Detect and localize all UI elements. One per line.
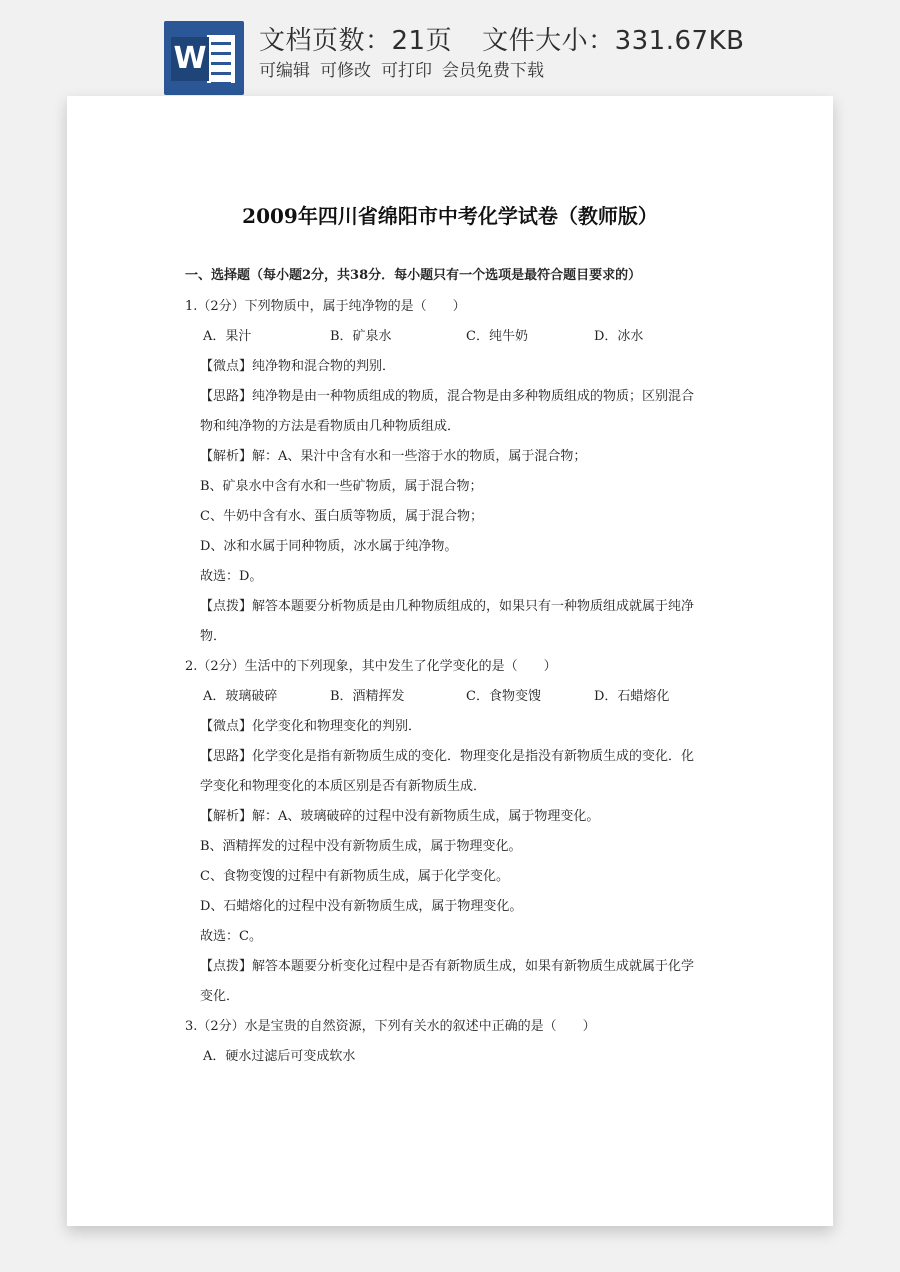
feature-printable: 可打印 [381, 61, 432, 81]
feature-editable: 可编辑 [259, 61, 310, 81]
q3-stem: 3.（2分）水是宝贵的自然资源，下列有关水的叙述中正确的是（ ） [185, 1019, 596, 1034]
q2-jiexi-line3: C、食物变馊的过程中有新物质生成，属于化学变化。 [200, 869, 509, 884]
q2-jiexi-line4: D、石蜡熔化的过程中没有新物质生成，属于物理变化。 [200, 899, 523, 914]
q2-option-c: C．食物变馊 [466, 689, 541, 704]
q1-silu-line1: 【思路】纯净物是由一种物质组成的物质，混合物是由多种物质组成的物质；区别混合 [200, 389, 695, 404]
feature-free-download: 会员免费下载 [442, 61, 544, 81]
q3-option-a: A．硬水过滤后可变成软水 [203, 1049, 356, 1064]
q1-stem: 1.（2分）下列物质中，属于纯净物的是（ ） [185, 299, 466, 314]
q1-option-d: D．冰水 [594, 329, 644, 344]
q1-jiexi-line4: D、冰和水属于同种物质，冰水属于纯净物。 [200, 539, 458, 554]
q1-answer: 故选：D。 [200, 569, 263, 584]
q1-silu-line2: 物和纯净物的方法是看物质由几种物质组成． [200, 419, 461, 434]
q1-dianbo-line2: 物． [200, 629, 227, 644]
q2-stem: 2.（2分）生活中的下列现象，其中发生了化学变化的是（ ） [185, 659, 557, 674]
word-document-icon [164, 21, 244, 95]
q2-kaodian: 【微点】化学变化和物理变化的判别． [200, 719, 422, 734]
feature-modifiable: 可修改 [320, 61, 371, 81]
q1-dianbo-line1: 【点拨】解答本题要分析物质是由几种物质组成的，如果只有一种物质组成就属于纯净 [200, 599, 695, 614]
q2-answer: 故选：C。 [200, 929, 262, 944]
q1-jiexi-line3: C、牛奶中含有水、蛋白质等物质，属于混合物； [200, 509, 483, 524]
q1-jiexi-line1: 【解析】解：A、果汁中含有水和一些溶于水的物质，属于混合物； [200, 449, 587, 464]
q2-jiexi-line1: 【解析】解：A、玻璃破碎的过程中没有新物质生成，属于物理变化。 [200, 809, 600, 824]
document-title: 2009年四川省绵阳市中考化学试卷（教师版） [242, 204, 658, 228]
q2-silu-line1: 【思路】化学变化是指有新物质生成的变化．物理变化是指没有新物质生成的变化．化 [200, 749, 695, 764]
document-lines-icon [207, 35, 235, 83]
download-banner [0, 0, 900, 100]
q2-dianbo-line1: 【点拨】解答本题要分析变化过程中是否有新物质生成，如果有新物质生成就属于化学 [200, 959, 695, 974]
q2-dianbo-line2: 变化． [200, 989, 240, 1004]
word-letter-icon: W [171, 37, 209, 81]
q1-option-c: C．纯牛奶 [466, 329, 528, 344]
q2-option-d: D．石蜡熔化 [594, 689, 670, 704]
q1-kaodian: 【微点】纯净物和混合物的判别． [200, 359, 396, 374]
feature-list [259, 56, 554, 81]
file-meta [259, 20, 744, 57]
section-heading: 一、选择题（每小题2分，共38分．每小题只有一个选项是最符合题目要求的） [185, 268, 642, 283]
q1-jiexi-line2: B、矿泉水中含有水和一些矿物质，属于混合物； [200, 479, 483, 494]
page-count: 文档页数：21页 [259, 26, 453, 56]
q2-jiexi-line2: B、酒精挥发的过程中没有新物质生成，属于物理变化。 [200, 839, 522, 854]
q2-silu-line2: 学变化和物理变化的本质区别是否有新物质生成． [200, 779, 487, 794]
q2-option-b: B．酒精挥发 [330, 689, 405, 704]
file-size: 文件大小：331.67KB [482, 26, 745, 56]
q1-options [203, 325, 723, 345]
q2-option-a: A．玻璃破碎 [203, 689, 278, 704]
q2-options [203, 685, 723, 705]
document-page [67, 96, 833, 1226]
q1-option-a: A．果汁 [203, 329, 252, 344]
q1-option-b: B．矿泉水 [330, 329, 392, 344]
